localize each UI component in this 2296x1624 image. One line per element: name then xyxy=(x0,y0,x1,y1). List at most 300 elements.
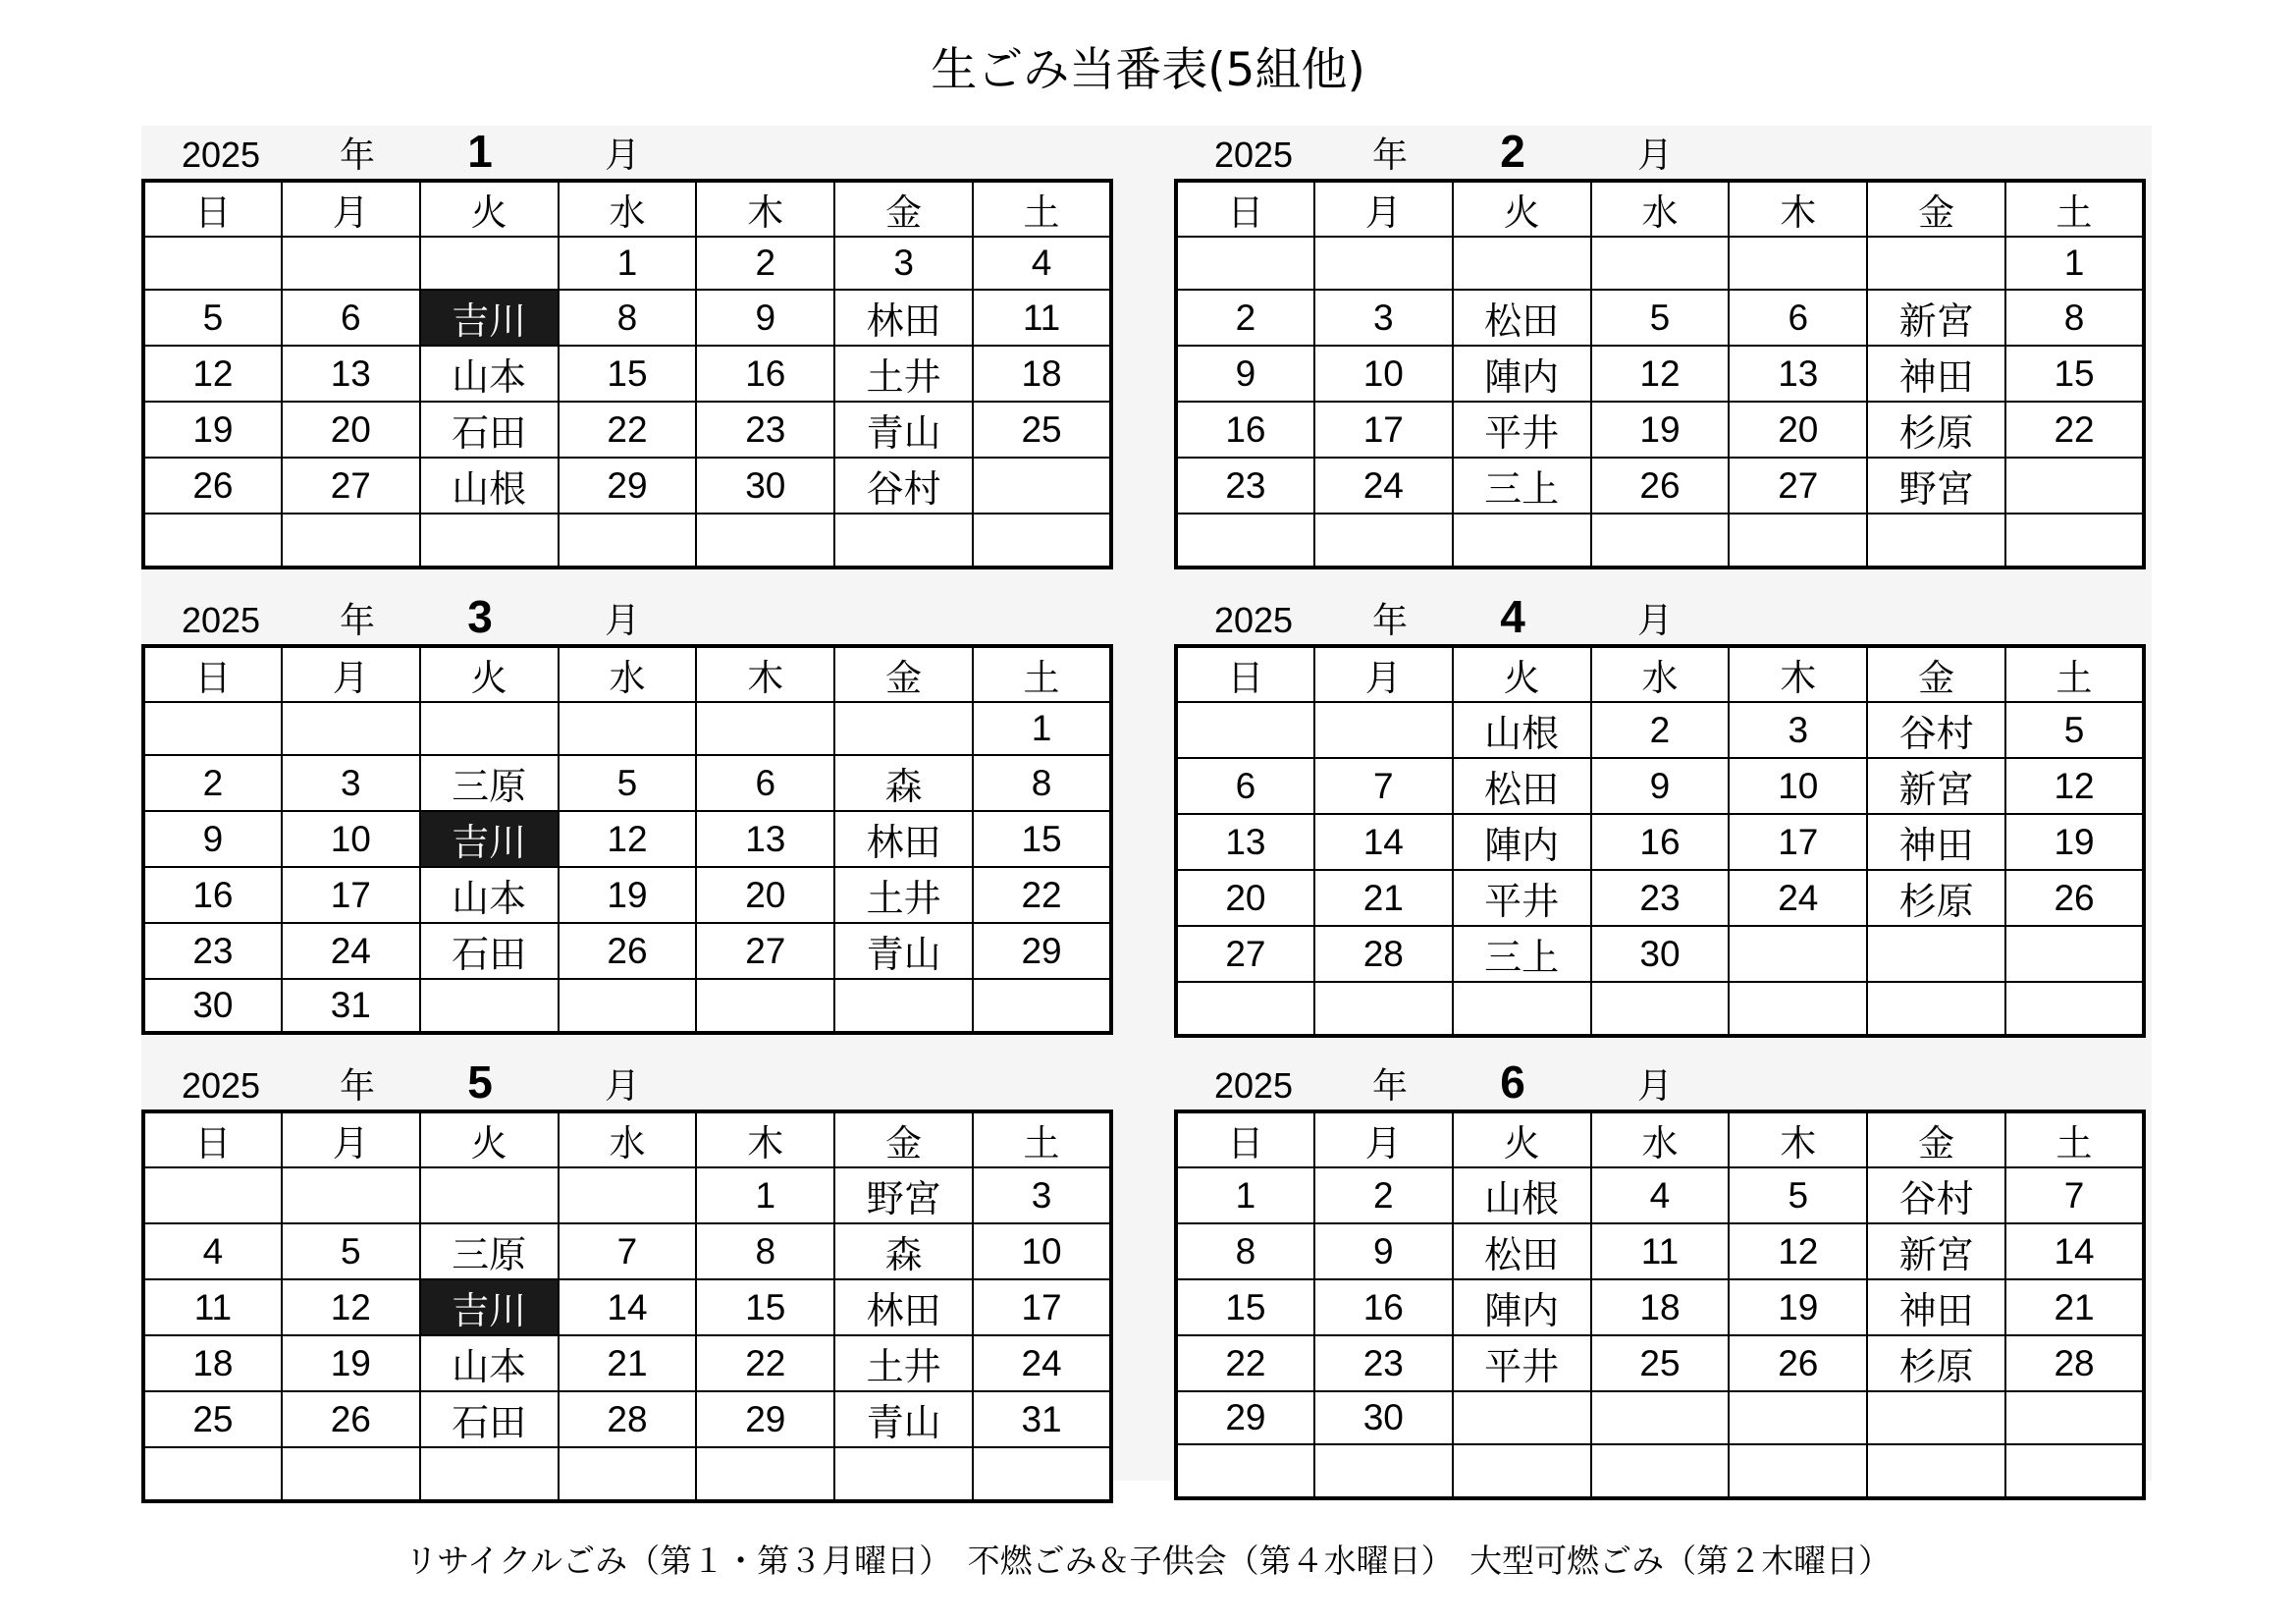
day-cell: 19 xyxy=(143,402,282,458)
day-cell: 29 xyxy=(559,458,697,514)
year-value: 2025 xyxy=(1213,600,1294,640)
year-value: 2025 xyxy=(181,600,261,640)
week-row xyxy=(1176,870,2144,926)
day-cell xyxy=(420,702,559,755)
day-cell: 22 xyxy=(696,1335,834,1391)
day-cell: 9 xyxy=(696,290,834,346)
year-value: 2025 xyxy=(1213,135,1294,175)
day-cell xyxy=(1176,514,1314,568)
week-row xyxy=(143,755,1111,811)
month-number: 5 xyxy=(467,1056,493,1108)
month-calendar-5 xyxy=(141,1058,1113,1530)
duty-name-cell: 土井 xyxy=(834,346,973,402)
collection-schedule-footer: リサイクルごみ（第１・第３月曜日） 不燃ごみ＆子供会（第４水曜日） 大型可燃ごみ（第２木曜日） xyxy=(404,1542,1892,1580)
day-cell: 6 xyxy=(282,290,420,346)
duty-name-cell: 三原 xyxy=(420,1223,559,1279)
day-cell xyxy=(1453,1391,1591,1444)
duty-name-cell: 谷村 xyxy=(1867,702,2005,758)
duty-name-cell: 新宮 xyxy=(1867,1223,2005,1279)
week-row xyxy=(143,1167,1111,1223)
day-cell: 4 xyxy=(143,1223,282,1279)
day-cell: 23 xyxy=(1591,870,1730,926)
weekday-header: 日 xyxy=(143,1111,282,1167)
day-cell: 25 xyxy=(1591,1335,1730,1391)
day-cell: 13 xyxy=(282,346,420,402)
day-cell: 19 xyxy=(1729,1279,1867,1335)
month-header xyxy=(141,1058,1113,1110)
weekday-header: 月 xyxy=(282,646,420,702)
day-cell: 19 xyxy=(1591,402,1730,458)
day-cell xyxy=(1729,982,1867,1036)
day-cell: 27 xyxy=(1729,458,1867,514)
month-number: 3 xyxy=(467,591,493,642)
day-cell xyxy=(834,1447,973,1501)
day-cell: 20 xyxy=(282,402,420,458)
day-cell: 25 xyxy=(973,402,1111,458)
day-cell xyxy=(1729,237,1867,290)
duty-name-cell: 神田 xyxy=(1867,814,2005,870)
month-calendar-3 xyxy=(141,593,1113,1064)
day-cell xyxy=(1591,982,1730,1036)
day-cell xyxy=(834,979,973,1033)
duty-name-cell: 石田 xyxy=(420,923,559,979)
day-cell: 18 xyxy=(973,346,1111,402)
year-label: 年 xyxy=(339,1065,375,1106)
day-cell: 31 xyxy=(282,979,420,1033)
day-cell: 24 xyxy=(1729,870,1867,926)
day-cell: 29 xyxy=(973,923,1111,979)
day-cell xyxy=(420,1167,559,1223)
day-cell: 1 xyxy=(1176,1167,1314,1223)
month-label: 月 xyxy=(604,135,640,175)
day-cell xyxy=(1729,926,1867,982)
day-cell: 19 xyxy=(282,1335,420,1391)
day-cell: 3 xyxy=(973,1167,1111,1223)
week-row xyxy=(1176,346,2144,402)
day-cell: 19 xyxy=(2005,814,2144,870)
day-cell xyxy=(2005,926,2144,982)
day-cell: 9 xyxy=(1176,346,1314,402)
weekday-header-row xyxy=(1176,646,2144,702)
day-cell: 23 xyxy=(1176,458,1314,514)
weekday-header: 水 xyxy=(1591,646,1730,702)
day-cell xyxy=(143,702,282,755)
week-row xyxy=(143,1447,1111,1501)
day-cell: 15 xyxy=(1176,1279,1314,1335)
day-cell: 21 xyxy=(2005,1279,2144,1335)
weekday-header: 土 xyxy=(973,1111,1111,1167)
calendar-grid xyxy=(1174,179,2146,569)
day-cell xyxy=(1176,702,1314,758)
weekday-header: 金 xyxy=(834,646,973,702)
day-cell xyxy=(2005,514,2144,568)
duty-name-cell: 青山 xyxy=(834,402,973,458)
duty-name-cell: 森 xyxy=(834,755,973,811)
day-cell: 25 xyxy=(143,1391,282,1447)
month-label: 月 xyxy=(604,1065,640,1106)
day-cell xyxy=(2005,458,2144,514)
week-row xyxy=(1176,1279,2144,1335)
day-cell xyxy=(1729,1391,1867,1444)
day-cell: 28 xyxy=(559,1391,697,1447)
day-cell: 26 xyxy=(1729,1335,1867,1391)
duty-name-cell: 野宮 xyxy=(834,1167,973,1223)
day-cell xyxy=(420,1447,559,1501)
duty-name-cell: 新宮 xyxy=(1867,758,2005,814)
week-row xyxy=(143,1391,1111,1447)
day-cell: 28 xyxy=(1314,926,1453,982)
day-cell xyxy=(1729,1444,1867,1498)
week-row xyxy=(1176,290,2144,346)
calendar-grid xyxy=(1174,644,2146,1038)
day-cell xyxy=(282,702,420,755)
day-cell: 18 xyxy=(1591,1279,1730,1335)
day-cell: 10 xyxy=(282,811,420,867)
day-cell: 5 xyxy=(2005,702,2144,758)
week-row xyxy=(1176,926,2144,982)
weekday-header: 木 xyxy=(696,1111,834,1167)
day-cell xyxy=(973,979,1111,1033)
day-cell xyxy=(1314,237,1453,290)
weekday-header: 土 xyxy=(973,646,1111,702)
duty-name-cell: 石田 xyxy=(420,1391,559,1447)
day-cell: 19 xyxy=(559,867,697,923)
month-header xyxy=(1174,128,2146,179)
duty-name-cell: 杉原 xyxy=(1867,870,2005,926)
year-label: 年 xyxy=(1371,1065,1408,1106)
weekday-header: 日 xyxy=(143,181,282,237)
day-cell: 5 xyxy=(1729,1167,1867,1223)
duty-name-cell: 石田 xyxy=(420,402,559,458)
day-cell: 26 xyxy=(1591,458,1730,514)
weekday-header: 火 xyxy=(420,646,559,702)
day-cell: 17 xyxy=(282,867,420,923)
day-cell: 23 xyxy=(1314,1335,1453,1391)
day-cell: 9 xyxy=(143,811,282,867)
duty-name-cell: 杉原 xyxy=(1867,402,2005,458)
month-header xyxy=(1174,593,2146,644)
day-cell: 3 xyxy=(282,755,420,811)
weekday-header: 金 xyxy=(1867,646,2005,702)
weekday-header: 火 xyxy=(420,181,559,237)
day-cell xyxy=(1591,1391,1730,1444)
year-label: 年 xyxy=(1371,135,1408,175)
week-row xyxy=(1176,1223,2144,1279)
day-cell xyxy=(1176,237,1314,290)
calendar-grid xyxy=(141,1110,1113,1503)
day-cell xyxy=(696,1447,834,1501)
day-cell xyxy=(1867,237,2005,290)
day-cell xyxy=(1453,982,1591,1036)
weekday-header: 木 xyxy=(696,646,834,702)
day-cell xyxy=(1176,1444,1314,1498)
day-cell: 28 xyxy=(2005,1335,2144,1391)
duty-name-cell: 山本 xyxy=(420,867,559,923)
day-cell xyxy=(559,1167,697,1223)
day-cell: 24 xyxy=(973,1335,1111,1391)
year-value: 2025 xyxy=(1213,1065,1294,1106)
duty-name-cell: 吉川 xyxy=(420,1279,559,1335)
duty-name-cell: 松田 xyxy=(1453,1223,1591,1279)
week-row xyxy=(1176,514,2144,568)
day-cell: 2 xyxy=(1176,290,1314,346)
day-cell: 16 xyxy=(143,867,282,923)
day-cell: 6 xyxy=(1729,290,1867,346)
calendar-grid xyxy=(141,179,1113,569)
day-cell: 8 xyxy=(973,755,1111,811)
duty-name-cell: 野宮 xyxy=(1867,458,2005,514)
day-cell: 21 xyxy=(1314,870,1453,926)
day-cell: 31 xyxy=(973,1391,1111,1447)
day-cell xyxy=(559,514,697,568)
duty-name-cell: 三上 xyxy=(1453,458,1591,514)
page-title: 生ごみ当番表(5組他) xyxy=(931,43,1365,97)
day-cell xyxy=(2005,1444,2144,1498)
duty-name-cell: 山根 xyxy=(1453,1167,1591,1223)
month-calendar-1 xyxy=(141,128,1113,599)
day-cell: 7 xyxy=(1314,758,1453,814)
weekday-header: 日 xyxy=(143,646,282,702)
duty-name-cell: 神田 xyxy=(1867,1279,2005,1335)
duty-name-cell: 陣内 xyxy=(1453,814,1591,870)
day-cell xyxy=(143,1167,282,1223)
day-cell: 5 xyxy=(143,290,282,346)
weekday-header: 水 xyxy=(559,1111,697,1167)
day-cell: 30 xyxy=(696,458,834,514)
weekday-header: 月 xyxy=(282,181,420,237)
weekday-header: 月 xyxy=(1314,1111,1453,1167)
weekday-header: 土 xyxy=(2005,646,2144,702)
weekday-header: 火 xyxy=(1453,1111,1591,1167)
week-row xyxy=(1176,982,2144,1036)
day-cell: 1 xyxy=(696,1167,834,1223)
day-cell: 5 xyxy=(559,755,697,811)
duty-name-cell: 山根 xyxy=(1453,702,1591,758)
day-cell: 30 xyxy=(143,979,282,1033)
day-cell xyxy=(696,979,834,1033)
day-cell: 26 xyxy=(2005,870,2144,926)
day-cell: 4 xyxy=(973,237,1111,290)
week-row xyxy=(1176,1391,2144,1444)
day-cell xyxy=(2005,982,2144,1036)
day-cell xyxy=(1453,1444,1591,1498)
week-row xyxy=(143,237,1111,290)
week-row xyxy=(143,346,1111,402)
day-cell: 22 xyxy=(973,867,1111,923)
duty-name-cell: 松田 xyxy=(1453,290,1591,346)
day-cell: 9 xyxy=(1314,1223,1453,1279)
day-cell: 10 xyxy=(1729,758,1867,814)
weekday-header: 水 xyxy=(1591,181,1730,237)
day-cell: 1 xyxy=(559,237,697,290)
day-cell xyxy=(143,1447,282,1501)
month-calendar-6 xyxy=(1174,1058,2146,1530)
day-cell: 15 xyxy=(559,346,697,402)
day-cell: 29 xyxy=(1176,1391,1314,1444)
duty-name-cell: 土井 xyxy=(834,1335,973,1391)
week-row xyxy=(1176,1167,2144,1223)
day-cell: 8 xyxy=(559,290,697,346)
day-cell: 3 xyxy=(1314,290,1453,346)
duty-name-cell: 平井 xyxy=(1453,402,1591,458)
day-cell: 13 xyxy=(1729,346,1867,402)
day-cell: 5 xyxy=(282,1223,420,1279)
day-cell: 2 xyxy=(1314,1167,1453,1223)
duty-name-cell: 松田 xyxy=(1453,758,1591,814)
day-cell: 12 xyxy=(1591,346,1730,402)
day-cell xyxy=(282,237,420,290)
weekday-header-row xyxy=(1176,181,2144,237)
week-row xyxy=(143,867,1111,923)
day-cell: 23 xyxy=(696,402,834,458)
day-cell xyxy=(282,1167,420,1223)
day-cell xyxy=(834,514,973,568)
day-cell: 3 xyxy=(834,237,973,290)
day-cell: 24 xyxy=(282,923,420,979)
day-cell: 13 xyxy=(696,811,834,867)
day-cell: 1 xyxy=(973,702,1111,755)
weekday-header-row xyxy=(143,1111,1111,1167)
day-cell xyxy=(420,979,559,1033)
weekday-header-row xyxy=(143,646,1111,702)
calendar-grid xyxy=(1174,1110,2146,1500)
week-row xyxy=(1176,758,2144,814)
weekday-header: 火 xyxy=(1453,646,1591,702)
week-row xyxy=(1176,458,2144,514)
day-cell: 18 xyxy=(143,1335,282,1391)
day-cell xyxy=(1867,1391,2005,1444)
week-row xyxy=(143,514,1111,568)
month-number: 2 xyxy=(1500,126,1525,177)
week-row xyxy=(1176,1444,2144,1498)
day-cell: 7 xyxy=(2005,1167,2144,1223)
day-cell: 8 xyxy=(2005,290,2144,346)
weekday-header: 日 xyxy=(1176,181,1314,237)
day-cell xyxy=(973,514,1111,568)
day-cell xyxy=(282,514,420,568)
week-row xyxy=(143,811,1111,867)
week-row xyxy=(143,702,1111,755)
weekday-header: 水 xyxy=(1591,1111,1730,1167)
duty-name-cell: 山根 xyxy=(420,458,559,514)
day-cell: 15 xyxy=(2005,346,2144,402)
day-cell: 16 xyxy=(1176,402,1314,458)
day-cell: 30 xyxy=(1314,1391,1453,1444)
day-cell xyxy=(1591,237,1730,290)
day-cell: 15 xyxy=(973,811,1111,867)
day-cell xyxy=(1867,982,2005,1036)
week-row xyxy=(143,402,1111,458)
day-cell: 12 xyxy=(2005,758,2144,814)
day-cell: 22 xyxy=(2005,402,2144,458)
duty-name-cell: 杉原 xyxy=(1867,1335,2005,1391)
month-header xyxy=(1174,1058,2146,1110)
weekday-header: 土 xyxy=(2005,181,2144,237)
week-row xyxy=(143,923,1111,979)
duty-name-cell: 平井 xyxy=(1453,1335,1591,1391)
day-cell xyxy=(973,1447,1111,1501)
day-cell xyxy=(1314,982,1453,1036)
day-cell: 17 xyxy=(1729,814,1867,870)
weekday-header: 土 xyxy=(973,181,1111,237)
day-cell: 1 xyxy=(2005,237,2144,290)
day-cell: 22 xyxy=(1176,1335,1314,1391)
duty-name-cell: 神田 xyxy=(1867,346,2005,402)
week-row xyxy=(143,1279,1111,1335)
weekday-header-row xyxy=(1176,1111,2144,1167)
day-cell xyxy=(1729,514,1867,568)
month-calendar-2 xyxy=(1174,128,2146,599)
day-cell xyxy=(973,458,1111,514)
duty-name-cell: 三上 xyxy=(1453,926,1591,982)
duty-name-cell: 林田 xyxy=(834,1279,973,1335)
day-cell xyxy=(1314,702,1453,758)
week-row xyxy=(1176,402,2144,458)
day-cell: 4 xyxy=(1591,1167,1730,1223)
duty-name-cell: 三原 xyxy=(420,755,559,811)
month-label: 月 xyxy=(1636,600,1673,640)
week-row xyxy=(143,458,1111,514)
week-row xyxy=(1176,702,2144,758)
weekday-header: 水 xyxy=(559,646,697,702)
day-cell xyxy=(696,702,834,755)
day-cell: 26 xyxy=(559,923,697,979)
day-cell: 14 xyxy=(2005,1223,2144,1279)
week-row xyxy=(143,979,1111,1033)
weekday-header: 月 xyxy=(1314,181,1453,237)
day-cell: 15 xyxy=(696,1279,834,1335)
duty-name-cell: 平井 xyxy=(1453,870,1591,926)
duty-name-cell: 土井 xyxy=(834,867,973,923)
day-cell xyxy=(1867,514,2005,568)
duty-name-cell: 陣内 xyxy=(1453,1279,1591,1335)
day-cell xyxy=(1314,514,1453,568)
day-cell xyxy=(1176,982,1314,1036)
month-label: 月 xyxy=(1636,135,1673,175)
month-number: 4 xyxy=(1500,591,1525,642)
day-cell: 14 xyxy=(1314,814,1453,870)
day-cell xyxy=(1591,514,1730,568)
day-cell xyxy=(559,1447,697,1501)
duty-name-cell: 山本 xyxy=(420,346,559,402)
day-cell: 11 xyxy=(1591,1223,1730,1279)
day-cell xyxy=(834,702,973,755)
month-calendar-4 xyxy=(1174,593,2146,1064)
week-row xyxy=(1176,1335,2144,1391)
day-cell xyxy=(559,702,697,755)
calendar-grid xyxy=(141,644,1113,1035)
day-cell: 12 xyxy=(282,1279,420,1335)
weekday-header: 金 xyxy=(834,181,973,237)
day-cell: 16 xyxy=(1591,814,1730,870)
day-cell: 2 xyxy=(696,237,834,290)
weekday-header: 月 xyxy=(1314,646,1453,702)
duty-name-cell: 林田 xyxy=(834,811,973,867)
day-cell: 11 xyxy=(143,1279,282,1335)
day-cell: 26 xyxy=(143,458,282,514)
day-cell xyxy=(143,514,282,568)
day-cell xyxy=(1453,237,1591,290)
day-cell: 30 xyxy=(1591,926,1730,982)
day-cell: 12 xyxy=(1729,1223,1867,1279)
month-header xyxy=(141,593,1113,644)
day-cell xyxy=(282,1447,420,1501)
day-cell: 27 xyxy=(1176,926,1314,982)
day-cell: 20 xyxy=(1729,402,1867,458)
weekday-header: 木 xyxy=(1729,181,1867,237)
month-number: 1 xyxy=(467,126,493,177)
day-cell: 3 xyxy=(1729,702,1867,758)
